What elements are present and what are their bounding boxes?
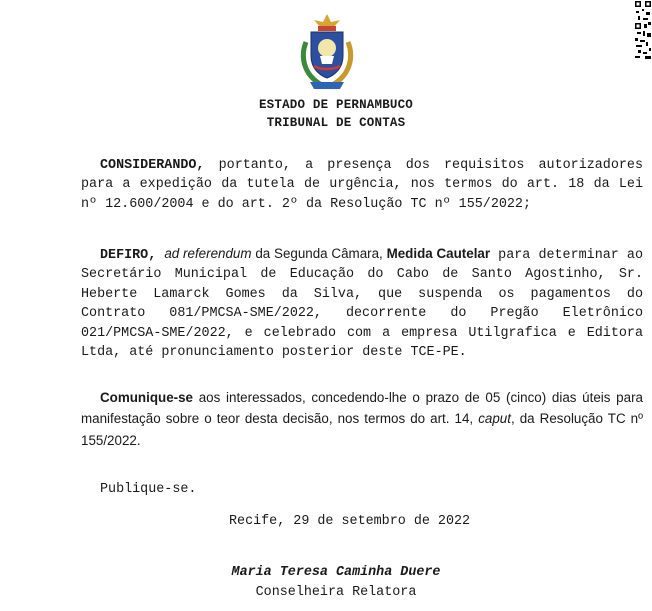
comunique-text: aos interessados, concedendo-lhe o prazo de 05 (cinco) dias úteis para manifestação sobre o teor desta decisão, nos termos do art. 14, [81,390,643,427]
paragraph-defiro [81,244,643,362]
signature-name: Maria Teresa Caminha Duere [231,565,441,580]
caput-text: caput [478,411,511,427]
defiro-mid: da Segunda Câmara, [251,246,387,261]
considerando-text: portanto, a presença dos requisitos autorizadores para a expedição da tutela de urgência, nos termos do art. 18 da Lei nº 12.600/2004 e do art. 2º da Resolução TC nº 155/2022; [81,158,643,212]
considerando-lead: CONSIDERANDO, [100,158,205,173]
medida-cautelar-text: Medida Cautelar [386,246,491,261]
comunique-lead: Comunique-se [100,390,193,405]
ad-referendum-text: ad referendum [164,246,252,261]
comunique-tail: , da Resolução TC nº 155/2022. [81,411,643,448]
qr-code-icon [634,0,652,60]
paragraph-comunique [81,388,643,452]
state-heading: ESTADO DE PERNAMBUCO [258,98,414,112]
defiro-lead: DEFIRO, [100,248,157,263]
signature-role: Conselheira Relatora [255,585,417,600]
defiro-text: para determinar ao Secretário Municipal de Educação do Cabo de Santo Agostinho, Sr. Heberte Lamarck Gomes da Silva, que suspenda os pagamentos do Contrato 081/PMCSA-SME/2022, decorrente do Pregão Eletrônico 021/PMCSA-SME/2022, e celebrado com a empresa Utilgrafica e Editora Ltda, até pronunciamento posterior deste TCE-PE. [81,248,643,361]
pernambuco-coat-of-arms-icon [296,12,358,92]
publique-se-line: Publique-se. [100,482,197,497]
paragraph-considerando [81,156,643,214]
date-line: Recife, 29 de setembro de 2022 [229,514,471,529]
court-heading: TRIBUNAL DE CONTAS [266,116,406,130]
